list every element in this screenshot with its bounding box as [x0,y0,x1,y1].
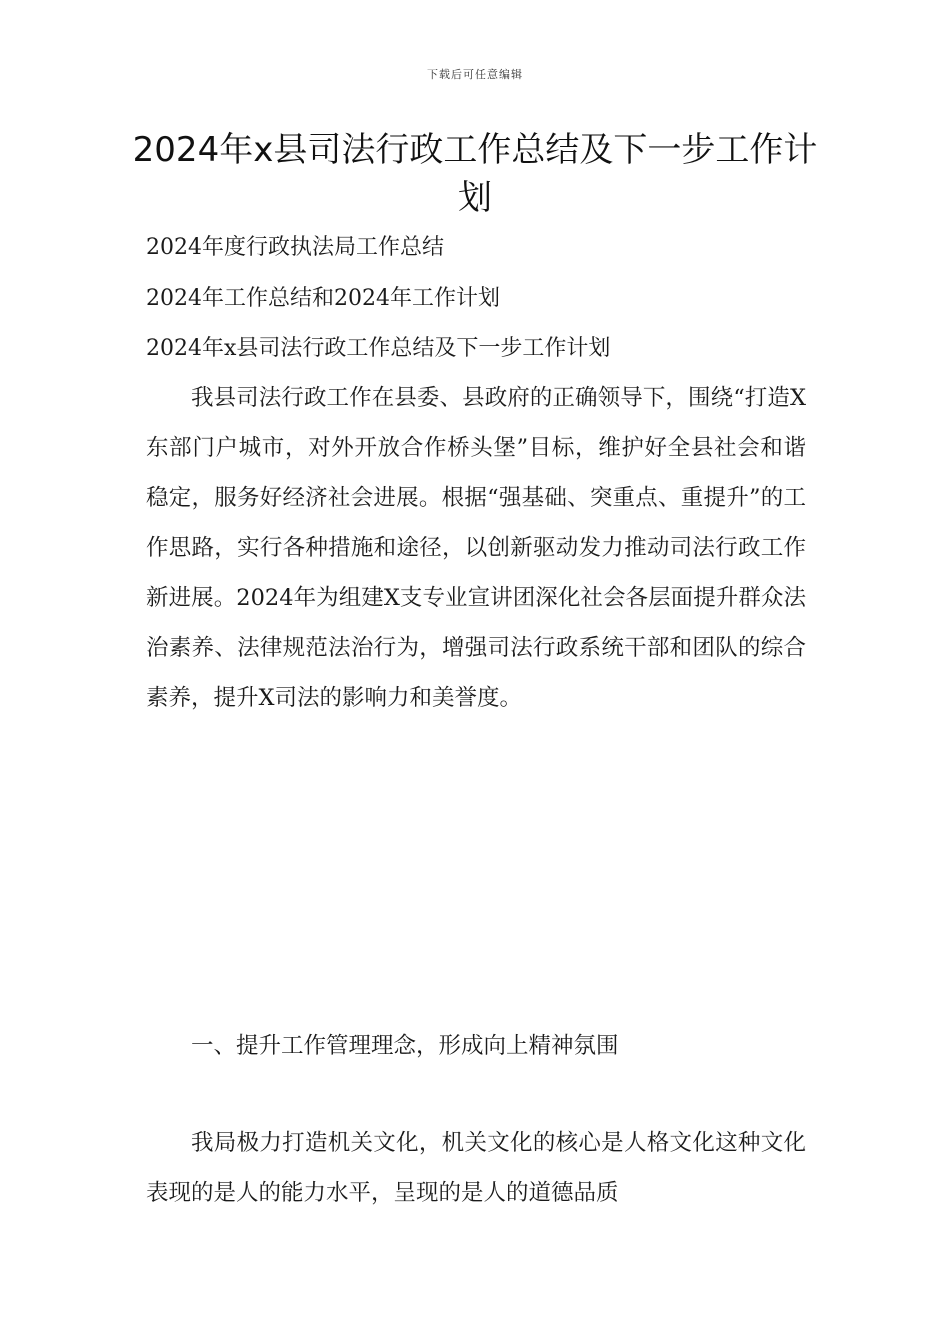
intro-paragraph: 我县司法行政工作在县委、县政府的正确领导下，围绕“打造X东部门户城市，对外开放合作桥头堡”目标，维护好全县社会和谐稳定，服务好经济社会进展。根据“强基础、突重点、重提升”的工作思路，实行各种措施和途径，以创新驱动发力推动司法行政工作新进展。2024年为组建X支专业宣讲团深化社会各层面提升群众法治素养、法律规范法治行为，增强司法行政系统干部和团队的综合素养，提升X司法的影响力和美誉度。 [146,385,806,711]
subtitle-line-1: 2024年度行政执法局工作总结 [146,235,444,260]
subtitle-line-3: 2024年x县司法行政工作总结及下一步工作计划 [146,336,611,361]
header-note: 下载后可任意编辑 [427,68,523,81]
section-1-paragraph: 我局极力打造机关文化，机关文化的核心是人格文化这种文化表现的是人的能力水平，呈现的是人的道德品质 [146,1130,806,1206]
subtitle-line-2: 2024年工作总结和2024年工作计划 [146,286,500,311]
section-1-heading: 一、提升工作管理理念，形成向上精神氛围 [191,1033,619,1059]
document-title: 2024年x县司法行政工作总结及下一步工作计划 [132,130,818,218]
